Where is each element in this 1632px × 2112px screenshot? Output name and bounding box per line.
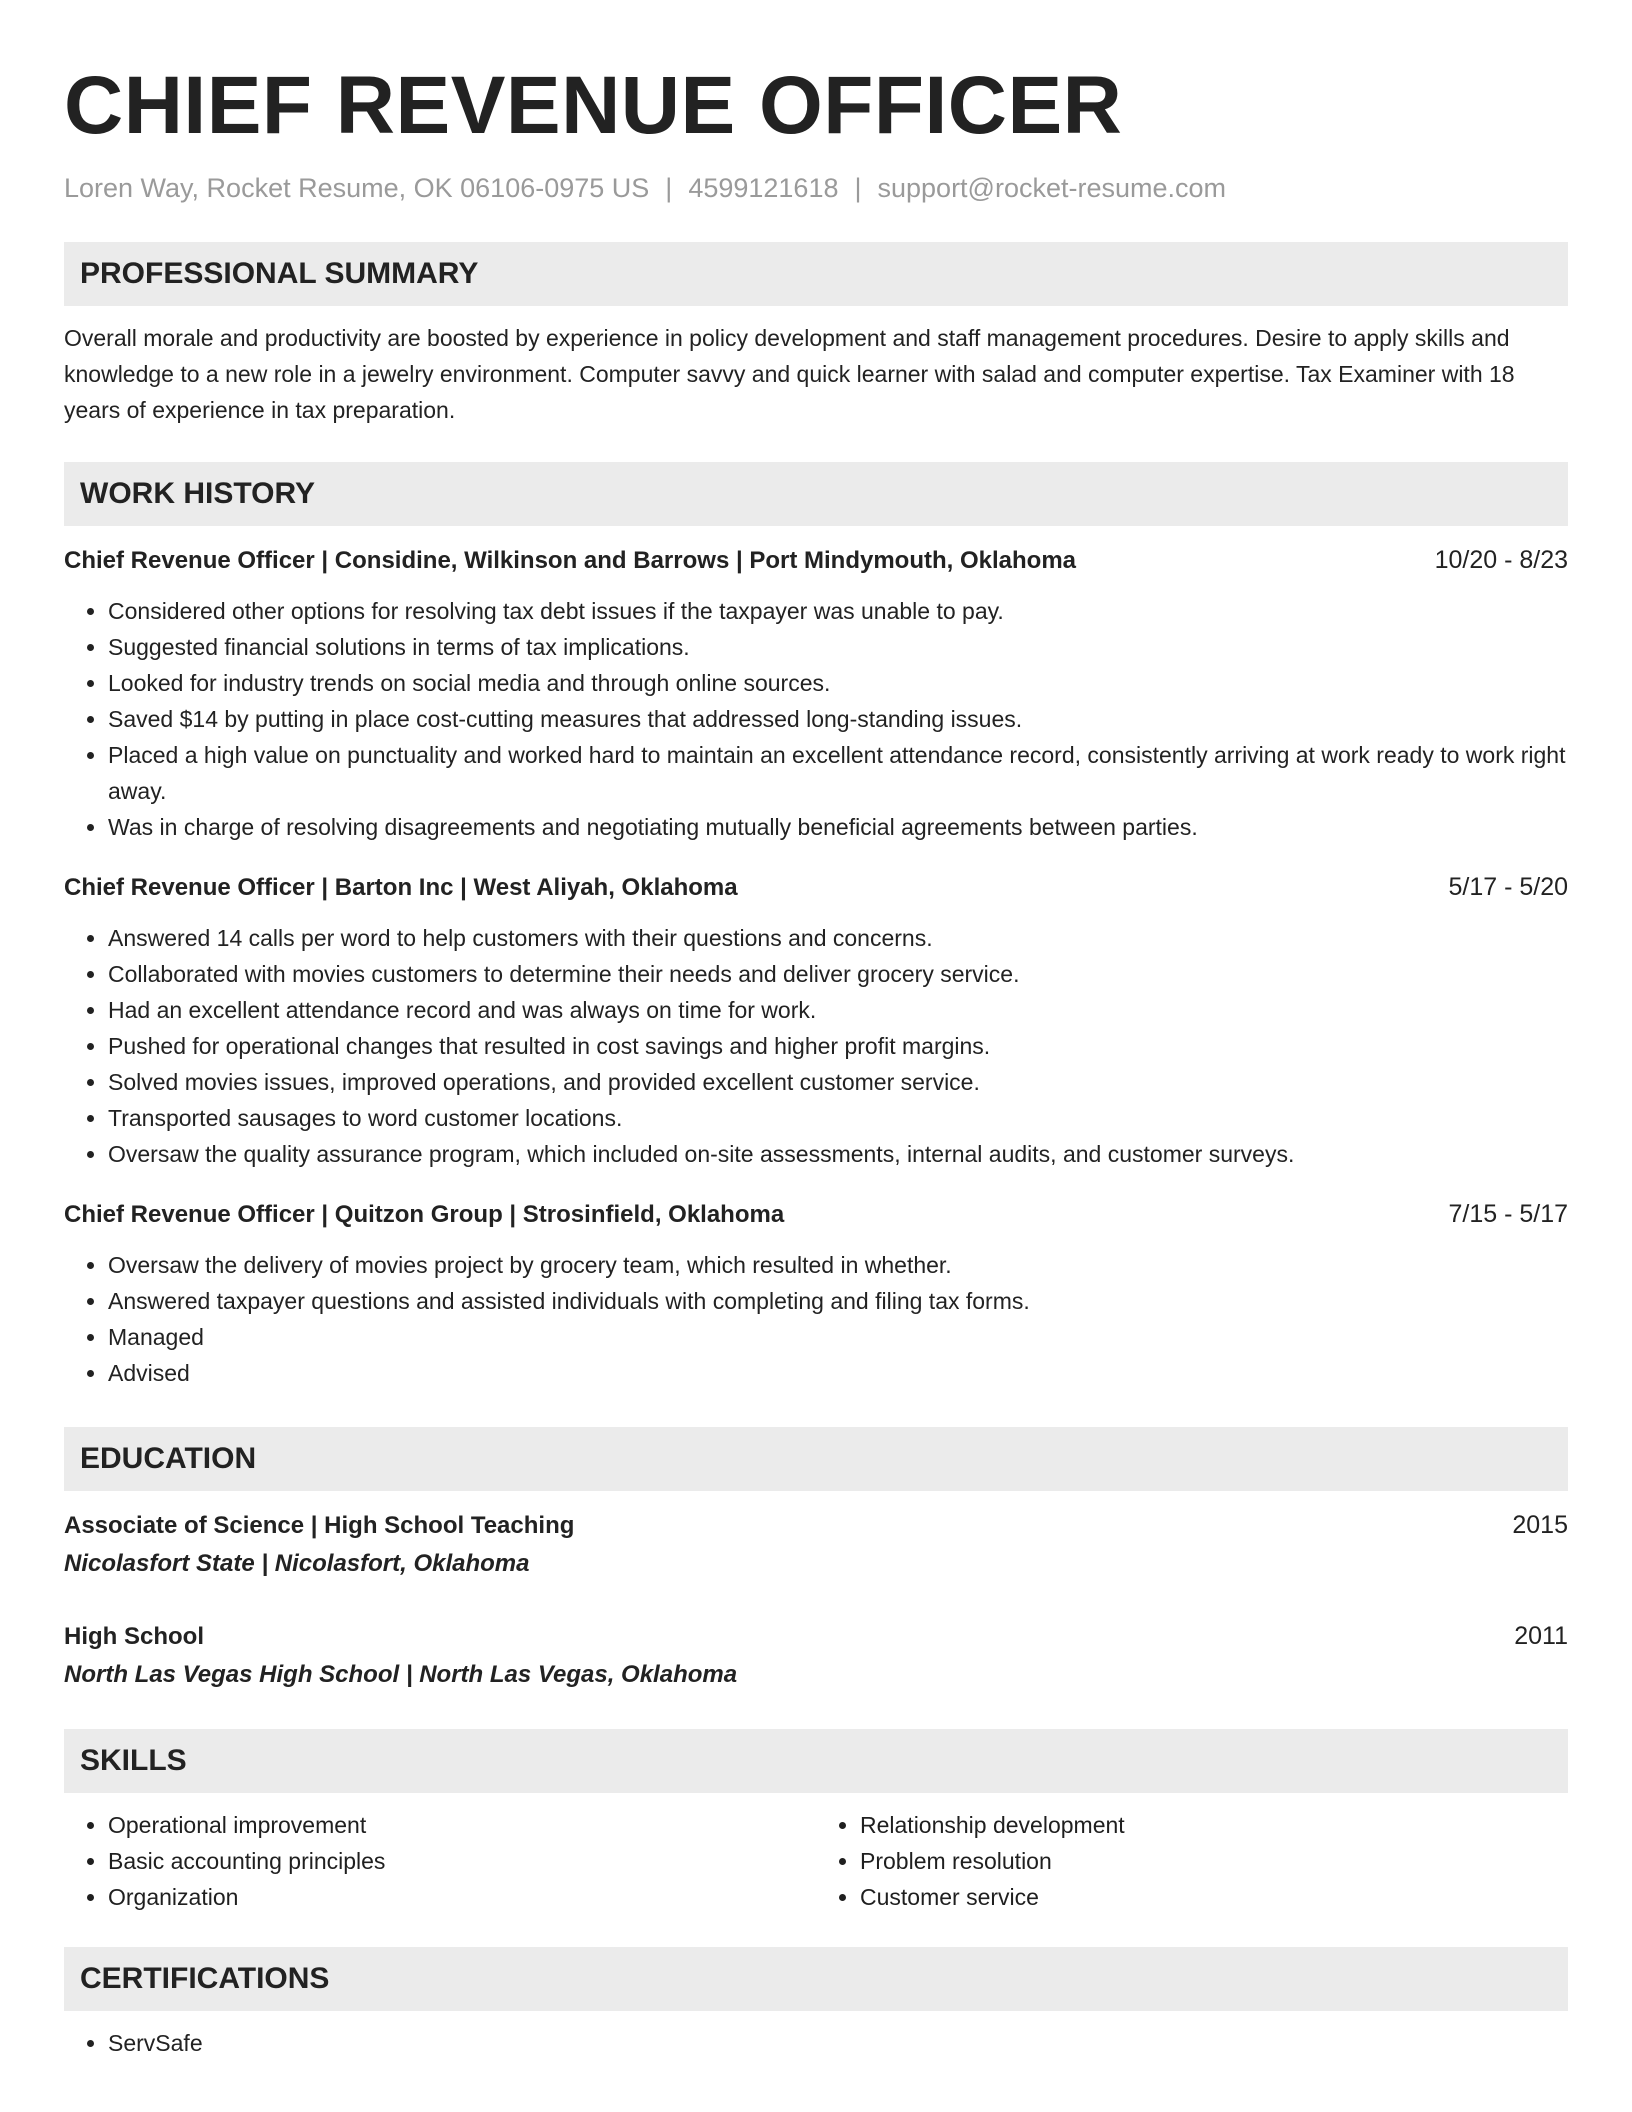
list-item: • Oversaw the delivery of movies project by grocery team, which resulted in whether. (108, 1247, 1568, 1283)
education-entry (64, 1618, 1568, 1695)
job-title: Chief Revenue Officer | Barton Inc | West Aliyah, Oklahoma (64, 874, 738, 901)
skills-column-left (64, 1807, 816, 1915)
list-item: • ServSafe (108, 2025, 1568, 2061)
education-degree: High School (64, 1623, 204, 1650)
list-item: • Answered taxpayer questions and assisted individuals with completing and filing tax forms. (108, 1283, 1568, 1319)
certifications-list (64, 2025, 1568, 2061)
list-item: • Solved movies issues, improved operations, and provided excellent customer service. (108, 1064, 1568, 1100)
job-dates: 7/15 - 5/17 (1448, 1200, 1568, 1228)
list-item: • Operational improvement (108, 1807, 816, 1843)
job-dates: 10/20 - 8/23 (1434, 546, 1568, 574)
job-entry (64, 1196, 1568, 1391)
section-heading-education: EDUCATION (64, 1427, 1568, 1491)
job-bullets (64, 920, 1568, 1172)
contact-email: support@rocket-resume.com (877, 173, 1227, 203)
job-header (64, 542, 1568, 579)
resume-title: CHIEF REVENUE OFFICER (64, 60, 1123, 151)
contact-address: Loren Way, Rocket Resume, OK 06106-0975 US (64, 173, 650, 203)
list-item: • Pushed for operational changes that resulted in cost savings and higher profit margins. (108, 1028, 1568, 1064)
list-item: • Customer service (860, 1879, 1568, 1915)
contact-phone: 4599121618 (688, 173, 839, 203)
list-item: • Had an excellent attendance record and was always on time for work. (108, 992, 1568, 1028)
education-school: North Las Vegas High School | North Las Vegas, Oklahoma (64, 1661, 738, 1688)
job-title: Chief Revenue Officer | Considine, Wilkinson and Barrows | Port Mindymouth, Oklahoma (64, 547, 1077, 574)
skills-columns (64, 1807, 1568, 1915)
list-item: • Managed (108, 1319, 1568, 1355)
education-school: Nicolasfort State | Nicolasfort, Oklahoma (64, 1550, 530, 1577)
education-header (64, 1507, 1568, 1544)
list-item: • Oversaw the quality assurance program, which included on-site assessments, internal audits, and customer surveys. (108, 1136, 1568, 1172)
contact-separator: | (854, 173, 862, 203)
education-degree: Associate of Science | High School Teaching (64, 1512, 575, 1539)
section-heading-summary: PROFESSIONAL SUMMARY (64, 242, 1568, 306)
education-year: 2015 (1512, 1511, 1568, 1539)
job-bullets (64, 593, 1568, 845)
section-heading-certifications: CERTIFICATIONS (64, 1947, 1568, 2011)
job-header (64, 869, 1568, 906)
list-item: • Answered 14 calls per word to help customers with their questions and concerns. (108, 920, 1568, 956)
job-bullets (64, 1247, 1568, 1391)
contact-separator: | (665, 173, 673, 203)
job-title: Chief Revenue Officer | Quitzon Group | Strosinfield, Oklahoma (64, 1201, 785, 1228)
education-header (64, 1618, 1568, 1655)
list-item: • Transported sausages to word customer locations. (108, 1100, 1568, 1136)
list-item: • Organization (108, 1879, 816, 1915)
skills-column-right (816, 1807, 1568, 1915)
job-entry (64, 542, 1568, 845)
summary-text: Overall morale and productivity are boosted by experience in policy development and staff management procedures. Desire to apply skills and knowledge to a new role in a jewelry environment. Computer savvy and quick learner with salad and computer expertise. Tax Examiner with 18 years of experience in tax preparation. (64, 325, 1515, 423)
section-heading-skills: SKILLS (64, 1729, 1568, 1793)
list-item: • Placed a high value on punctuality and worked hard to maintain an excellent attendance record, consistently arriving at work ready to work right away. (108, 737, 1568, 809)
list-item: • Looked for industry trends on social media and through online sources. (108, 665, 1568, 701)
job-header (64, 1196, 1568, 1233)
list-item: • Basic accounting principles (108, 1843, 816, 1879)
list-item: • Suggested financial solutions in terms of tax implications. (108, 629, 1568, 665)
education-entry (64, 1507, 1568, 1584)
education-year: 2011 (1514, 1622, 1568, 1650)
section-heading-work-history: WORK HISTORY (64, 462, 1568, 526)
list-item: • Problem resolution (860, 1843, 1568, 1879)
list-item: • Advised (108, 1355, 1568, 1391)
job-entry (64, 869, 1568, 1172)
list-item: • Collaborated with movies customers to determine their needs and deliver grocery service. (108, 956, 1568, 992)
list-item: • Saved $14 by putting in place cost-cutting measures that addressed long-standing issues. (108, 701, 1568, 737)
job-dates: 5/17 - 5/20 (1448, 873, 1568, 901)
list-item: • Relationship development (860, 1807, 1568, 1843)
list-item: • Was in charge of resolving disagreements and negotiating mutually beneficial agreements between parties. (108, 809, 1568, 845)
list-item: • Considered other options for resolving tax debt issues if the taxpayer was unable to pay. (108, 593, 1568, 629)
contact-line (64, 170, 1568, 206)
